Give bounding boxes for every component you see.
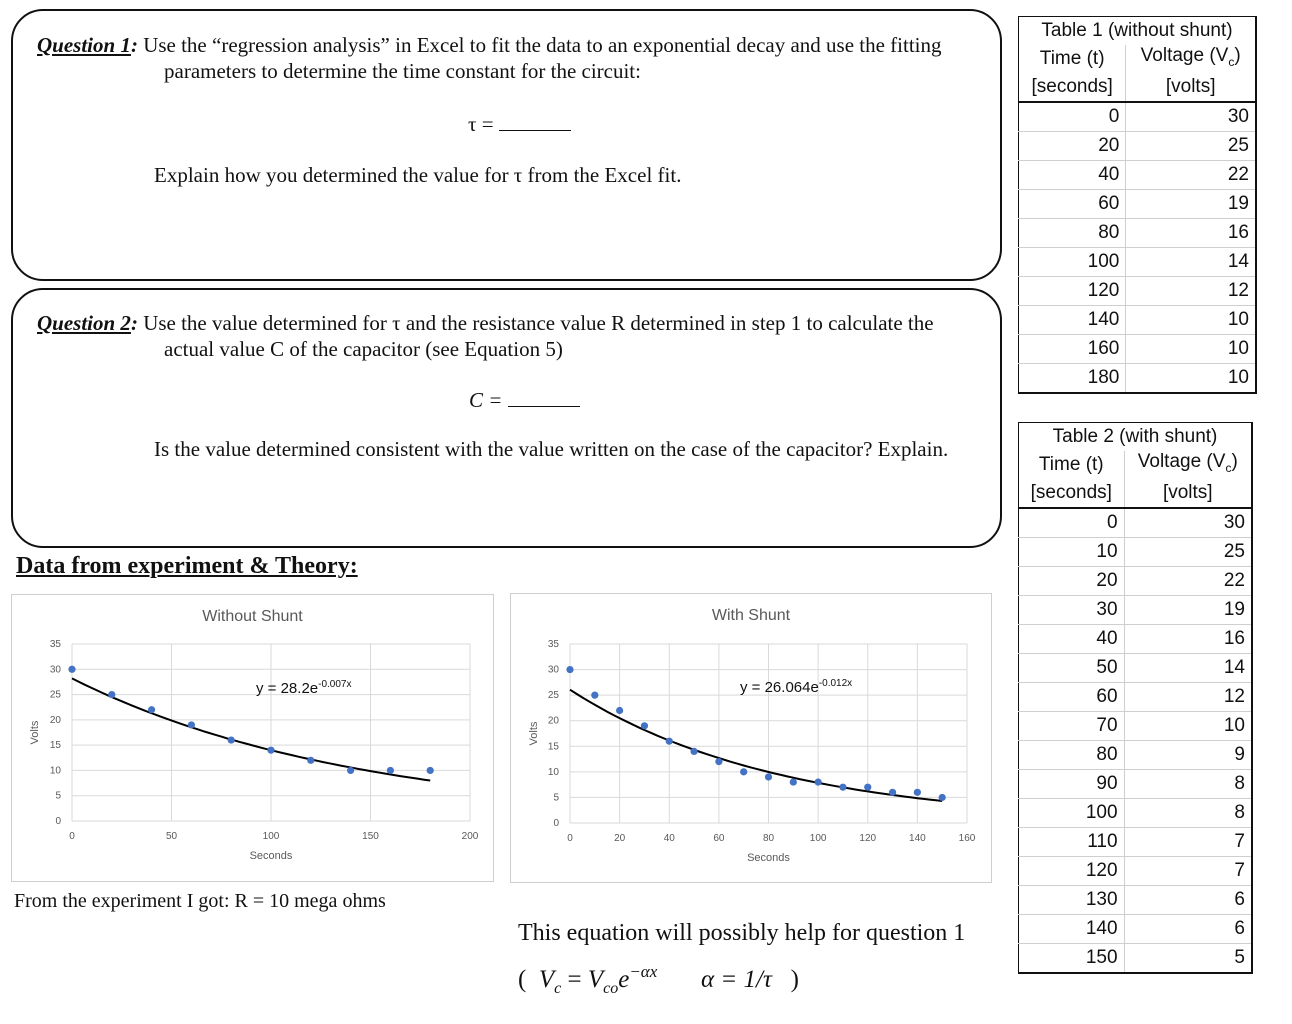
table-2-voltage-cell: 6	[1124, 915, 1252, 944]
table-1-voltage-cell: 16	[1126, 219, 1256, 248]
chart-2-data-point	[616, 707, 623, 714]
equation-hint: This equation will possibly help for question 1	[518, 920, 966, 946]
table-1-time-cell: 120	[1019, 277, 1126, 306]
table-1-row	[1019, 364, 1257, 394]
chart-2-data-point	[790, 778, 797, 785]
chart-1-y-tick-label: 35	[49, 639, 61, 650]
chart-2-trendline-equation	[740, 678, 852, 696]
chart-1-data-point	[108, 691, 115, 698]
table-1-voltage-cell: 10	[1126, 364, 1256, 394]
capacitance-answer	[469, 386, 580, 413]
equation-exponent: −αx	[629, 962, 658, 981]
chart-1-y-axis-label: Volts	[29, 720, 41, 745]
chart-2-y-tick-label: 25	[547, 690, 559, 702]
table-1-row	[1019, 277, 1257, 306]
table-1-voltage-cell: 14	[1126, 248, 1256, 277]
table-2-row	[1019, 857, 1253, 886]
table-2-voltage-cell: 8	[1124, 799, 1252, 828]
chart-2-data-point	[641, 722, 648, 729]
table-without-shunt	[1018, 16, 1257, 394]
table-2-time-cell: 120	[1019, 857, 1125, 886]
table-2-time-cell: 90	[1019, 770, 1125, 799]
chart-1-x-tick-label: 50	[165, 831, 178, 842]
table-1-col-voltage	[1126, 45, 1256, 73]
chart-2-x-axis-label: Seconds	[747, 852, 790, 864]
chart-1-trendline-equation-base: y = 28.2e	[256, 680, 319, 697]
tau-answer	[468, 110, 571, 137]
chart-2-data-point	[690, 748, 697, 755]
table-1-voltage-cell: 30	[1126, 102, 1256, 132]
table-2-row	[1019, 799, 1253, 828]
equation-alpha: α = 1/τ	[701, 966, 772, 993]
chart-with-shunt	[510, 593, 992, 883]
table-1-row	[1019, 248, 1257, 277]
chart-2-trendline	[570, 690, 942, 801]
chart-2-x-tick-label: 80	[762, 833, 775, 844]
table-2-time-cell: 20	[1019, 567, 1125, 596]
table-2-voltage-cell: 14	[1124, 654, 1252, 683]
chart-1-y-tick-label: 25	[49, 689, 61, 701]
chart-1-data-point	[427, 767, 434, 774]
table-1-col-voltage-prefix: Voltage (V	[1140, 45, 1229, 67]
question-2-line1: Question 2: Use the value determined for τ and the resistance value R determined in step 1 to calculate the	[37, 311, 934, 335]
chart-1-x-axis-label: Seconds	[249, 850, 293, 862]
table-1-time-cell: 20	[1019, 132, 1126, 161]
table-1-voltage-cell: 25	[1126, 132, 1256, 161]
table-1-time-cell: 60	[1019, 190, 1126, 219]
question-2-label: Question 2	[37, 311, 131, 335]
table-2-voltage-cell: 9	[1124, 741, 1252, 770]
table-2-time-cell: 80	[1019, 741, 1125, 770]
table-1-time-cell: 80	[1019, 219, 1126, 248]
table-2-voltage-cell: 8	[1124, 770, 1252, 799]
table-2-col-voltage	[1124, 451, 1252, 479]
table-2-col-voltage-sub: c	[1225, 460, 1232, 475]
table-2-time-cell: 60	[1019, 683, 1125, 712]
table-1-time-cell: 140	[1019, 306, 1126, 335]
table-2-voltage-cell: 22	[1124, 567, 1252, 596]
table-2-row	[1019, 944, 1253, 974]
table-2-row	[1019, 712, 1253, 741]
table-2-voltage-cell: 5	[1124, 944, 1252, 974]
table-1-voltage-cell: 10	[1126, 335, 1256, 364]
chart-1-y-tick-label: 5	[55, 790, 61, 802]
table-2-time-cell: 110	[1019, 828, 1125, 857]
chart-1-trendline	[72, 678, 430, 780]
chart-2-y-tick-label: 20	[547, 715, 559, 727]
chart-2-x-tick-label: 0	[567, 833, 573, 844]
question-2-prompt: Is the value determined consistent with the value written on the case of the capacitor? Explain.	[154, 437, 949, 461]
table-1-col-voltage-sub: c	[1228, 54, 1235, 69]
chart-2-y-tick-label: 0	[553, 818, 559, 829]
table-2-voltage-cell: 25	[1124, 538, 1252, 567]
table-1-time-cell: 100	[1019, 248, 1126, 277]
table-1-voltage-cell: 12	[1126, 277, 1256, 306]
table-1-row	[1019, 190, 1257, 219]
table-2-voltage-cell: 10	[1124, 712, 1252, 741]
question-2-box	[11, 288, 1002, 548]
equation-equals: =	[567, 966, 582, 993]
chart-1-x-tick-label: 150	[362, 831, 379, 842]
chart-2-data-point	[889, 789, 896, 796]
question-1-label: Question 1	[37, 33, 131, 57]
capacitance-answer-label: C =	[469, 388, 503, 412]
chart-1-data-point	[188, 721, 195, 728]
chart-1-data-point	[148, 706, 155, 713]
table-2-time-cell: 0	[1019, 508, 1125, 538]
chart-2-data-point	[666, 738, 673, 745]
chart-2-data-point	[591, 692, 598, 699]
chart-2-data-point	[914, 789, 921, 796]
question-2-line2: actual value C of the capacitor (see Equation 5)	[164, 337, 563, 361]
table-1-row	[1019, 306, 1257, 335]
equation-rhs: V	[587, 966, 604, 993]
chart-2-data-point	[765, 773, 772, 780]
table-2-row	[1019, 567, 1253, 596]
equation-base: e	[618, 966, 630, 993]
chart-2-data-point	[566, 666, 573, 673]
table-2-col-time: Time (t)	[1019, 451, 1125, 479]
chart-2-data-point	[815, 778, 822, 785]
table-2-voltage-cell: 6	[1124, 886, 1252, 915]
chart-2-data-point	[715, 758, 722, 765]
table-2-col-voltage-prefix: Voltage (V	[1137, 451, 1226, 473]
chart-1-data-point	[267, 747, 274, 754]
table-1-unit-voltage: [volts]	[1126, 73, 1256, 102]
tau-answer-label: τ =	[468, 112, 494, 136]
table-1-col-time: Time (t)	[1019, 45, 1126, 73]
chart-2-data-point	[839, 784, 846, 791]
table-2-time-cell: 130	[1019, 886, 1125, 915]
table-2-time-cell: 100	[1019, 799, 1125, 828]
equation-close-paren: )	[790, 966, 799, 993]
chart-1-trendline-equation-exponent: -0.007x	[318, 679, 352, 690]
equation-open-paren: (	[518, 966, 527, 993]
chart-2-x-tick-label: 60	[713, 833, 725, 844]
chart-2-x-tick-label: 20	[614, 833, 626, 844]
chart-1-data-point	[307, 757, 314, 764]
chart-1-x-tick-label: 0	[69, 831, 75, 842]
chart-1-y-tick-label: 15	[49, 740, 61, 752]
table-2-row	[1019, 683, 1253, 712]
data-heading: Data from experiment & Theory:	[16, 553, 358, 579]
table-2-unit-voltage: [volts]	[1124, 479, 1252, 508]
chart-2-y-tick-label: 30	[547, 664, 559, 676]
table-2-row	[1019, 596, 1253, 625]
chart-2-x-tick-label: 140	[909, 833, 926, 844]
question-1-line1: Question 1: Use the “regression analysis” in Excel to fit the data to an exponential decay and use the fitting	[37, 33, 942, 57]
equation-lhs-sub: c	[554, 980, 562, 997]
table-2-time-cell: 10	[1019, 538, 1125, 567]
table-1-row	[1019, 219, 1257, 248]
table-1-time-cell: 160	[1019, 335, 1126, 364]
table-2-row	[1019, 770, 1253, 799]
table-1-title: Table 1 (without shunt)	[1041, 20, 1233, 41]
table-1-col-voltage-suffix: )	[1234, 45, 1241, 67]
table-2-col-voltage-suffix: )	[1231, 451, 1238, 473]
chart-1-title: Without Shunt	[202, 608, 303, 625]
table-with-shunt	[1018, 422, 1253, 974]
table-2-time-cell: 30	[1019, 596, 1125, 625]
table-2-voltage-cell: 16	[1124, 625, 1252, 654]
table-2-voltage-cell: 12	[1124, 683, 1252, 712]
table-2-row	[1019, 508, 1253, 538]
table-2-voltage-cell: 19	[1124, 596, 1252, 625]
table-1-voltage-cell: 19	[1126, 190, 1256, 219]
chart-1-y-tick-label: 30	[49, 664, 61, 676]
equation-rhs-sub: co	[603, 980, 619, 997]
chart-1-data-point	[68, 666, 75, 673]
question-1-box	[11, 9, 1002, 281]
table-1-time-cell: 180	[1019, 364, 1126, 394]
table-2-voltage-cell: 7	[1124, 828, 1252, 857]
chart-2-data-point	[939, 794, 946, 801]
table-1-voltage-cell: 22	[1126, 161, 1256, 190]
chart-2-data-point	[864, 784, 871, 791]
chart-2-data-point	[740, 768, 747, 775]
table-1-time-cell: 0	[1019, 102, 1126, 132]
table-2-unit-time: [seconds]	[1019, 479, 1125, 508]
table-1-row	[1019, 102, 1257, 132]
chart-2-y-tick-label: 10	[547, 766, 559, 778]
chart-2-title: With Shunt	[711, 607, 791, 624]
question-1-prompt: Explain how you determined the value for τ from the Excel fit.	[154, 163, 682, 187]
table-2-voltage-cell: 30	[1124, 508, 1252, 538]
table-2-time-cell: 70	[1019, 712, 1125, 741]
table-2-row	[1019, 538, 1253, 567]
chart-1-data-point	[387, 767, 394, 774]
table-2-time-cell: 50	[1019, 654, 1125, 683]
table-1-row	[1019, 132, 1257, 161]
chart-1-data-point	[228, 736, 235, 743]
question-2-text: Use the value determined for τ and the resistance value R determined in step 1 to calculate the	[143, 311, 934, 335]
chart-1-y-tick-label: 0	[55, 816, 61, 827]
table-2-time-cell: 140	[1019, 915, 1125, 944]
table-2-row	[1019, 625, 1253, 654]
question-1-text: Use the “regression analysis” in Excel to fit the data to an exponential decay and use the fitting	[143, 33, 942, 57]
table-1-time-cell: 40	[1019, 161, 1126, 190]
table-2-time-cell: 40	[1019, 625, 1125, 654]
chart-2-trendline-equation-base: y = 26.064e	[740, 679, 819, 696]
table-2-time-cell: 150	[1019, 944, 1125, 974]
chart-2-y-tick-label: 5	[553, 792, 559, 804]
chart-2-x-tick-label: 100	[809, 833, 827, 844]
table-2-row	[1019, 886, 1253, 915]
capacitance-answer-blank[interactable]	[508, 386, 580, 407]
table-2-row	[1019, 741, 1253, 770]
table-1-unit-time: [seconds]	[1019, 73, 1126, 102]
chart-1-y-tick-label: 20	[49, 714, 61, 726]
tau-answer-blank[interactable]	[499, 110, 571, 131]
chart-2-y-axis-label: Volts	[528, 721, 540, 746]
table-2-voltage-cell: 7	[1124, 857, 1252, 886]
chart-2-plot	[511, 594, 991, 882]
chart-1-y-tick-label: 10	[49, 765, 61, 777]
chart-2-trendline-equation-exponent: -0.012x	[818, 678, 853, 689]
chart-without-shunt	[11, 594, 494, 882]
chart-2-y-tick-label: 15	[547, 741, 559, 753]
question-1-line2: parameters to determine the time constant for the circuit:	[164, 59, 641, 83]
chart-1-data-point	[347, 767, 354, 774]
table-1-row	[1019, 335, 1257, 364]
chart-2-y-tick-label: 35	[547, 639, 559, 650]
table-2-row	[1019, 915, 1253, 944]
table-1-voltage-cell: 10	[1126, 306, 1256, 335]
chart-2-x-tick-label: 120	[859, 833, 877, 844]
table-2-row	[1019, 654, 1253, 683]
equation-lhs: V	[538, 966, 555, 993]
chart-2-x-tick-label: 160	[958, 833, 976, 844]
table-1-row	[1019, 161, 1257, 190]
decay-equation	[518, 962, 799, 998]
table-2-title: Table 2 (with shunt)	[1052, 426, 1218, 447]
experiment-result: From the experiment I got: R = 10 mega ohms	[14, 890, 386, 912]
table-2-row	[1019, 828, 1253, 857]
chart-1-x-tick-label: 100	[262, 831, 280, 842]
chart-1-x-tick-label: 200	[461, 831, 479, 842]
chart-2-x-tick-label: 40	[663, 833, 675, 844]
chart-1-plot	[12, 595, 493, 881]
